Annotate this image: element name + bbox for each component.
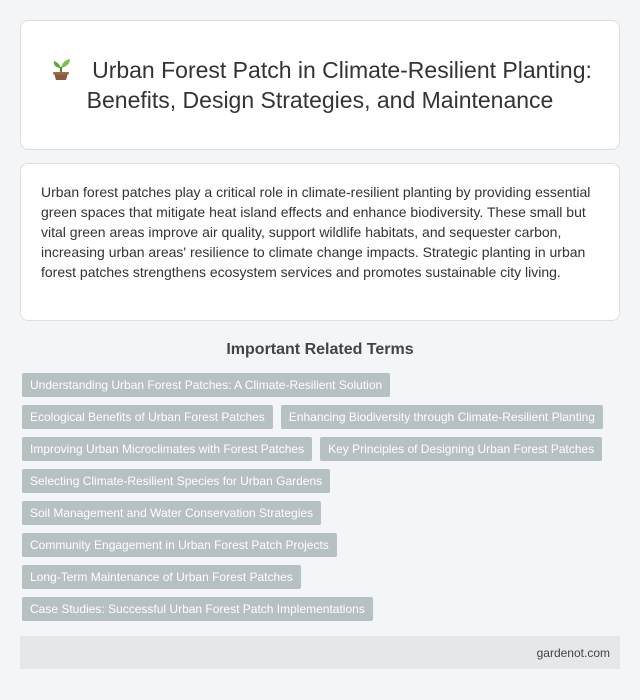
related-term-tag[interactable]: Enhancing Biodiversity through Climate-Resilient Planting bbox=[281, 405, 603, 429]
summary-card bbox=[20, 163, 620, 321]
footer bbox=[20, 636, 620, 669]
tag-row bbox=[22, 501, 622, 525]
tag-row bbox=[22, 597, 622, 621]
related-term-tag[interactable]: Ecological Benefits of Urban Forest Patches bbox=[22, 405, 273, 429]
page-title-text: Urban Forest Patch in Climate-Resilient Planting: Benefits, Design Strategies, and Maintenance bbox=[86, 57, 592, 113]
tag-row bbox=[22, 437, 622, 461]
tag-row bbox=[22, 373, 622, 397]
related-term-tag[interactable]: Key Principles of Designing Urban Forest Patches bbox=[320, 437, 602, 461]
title-card bbox=[20, 20, 620, 150]
related-term-tag[interactable]: Soil Management and Water Conservation Strategies bbox=[22, 501, 321, 525]
related-term-tag[interactable]: Improving Urban Microclimates with Forest Patches bbox=[22, 437, 312, 461]
tag-row bbox=[22, 469, 622, 493]
related-terms-list bbox=[22, 373, 622, 629]
tag-row bbox=[22, 405, 622, 429]
related-term-tag[interactable]: Understanding Urban Forest Patches: A Climate-Resilient Solution bbox=[22, 373, 390, 397]
sprout-icon bbox=[48, 55, 74, 81]
footer-brand[interactable]: gardenot.com bbox=[536, 645, 610, 660]
tag-row bbox=[22, 565, 622, 589]
tag-row bbox=[22, 533, 622, 557]
page-title bbox=[41, 55, 599, 115]
summary-paragraph: Urban forest patches play a critical role in climate-resilient planting by providing essential green spaces that mitigate heat island effects and enhance biodiversity. These small but vital green areas improve air quality, support wildlife habitats, and sequester carbon, increasing urban areas' resilience to climate change impacts. Strategic planting in urban forest patches strengthens ecosystem services and promotes sustainable city living. bbox=[41, 184, 591, 280]
related-terms-heading: Important Related Terms bbox=[226, 341, 414, 358]
related-term-tag[interactable]: Case Studies: Successful Urban Forest Patch Implementations bbox=[22, 597, 373, 621]
related-term-tag[interactable]: Community Engagement in Urban Forest Patch Projects bbox=[22, 533, 337, 557]
related-term-tag[interactable]: Selecting Climate-Resilient Species for Urban Gardens bbox=[22, 469, 330, 493]
related-term-tag[interactable]: Long-Term Maintenance of Urban Forest Patches bbox=[22, 565, 301, 589]
